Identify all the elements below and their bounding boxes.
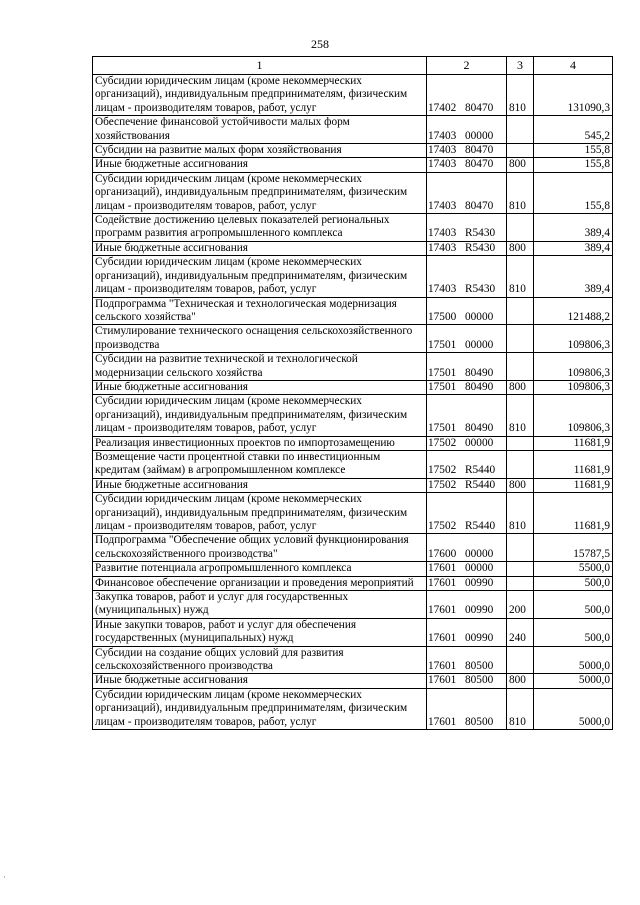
row-name: Подпрограмма "Обеспечение общих условий функционирования сельскохозяйственного производства" [93,534,427,562]
row-target-code [427,256,507,297]
code-program: 17403 [428,283,457,296]
row-name: Обеспечение финансовой устойчивости малых форм хозяйствования [93,116,427,144]
code-program: 17403 [428,158,457,171]
table-row [93,493,613,534]
row-expense-type [507,353,534,381]
row-amount: 5500,0 [534,562,613,576]
row-target-code [427,214,507,242]
row-target-code [427,688,507,729]
code-program: 17601 [428,660,457,673]
table-row [93,144,613,158]
code-direction: R5430 [465,241,496,254]
row-expense-type [507,576,534,590]
code-program: 17403 [428,227,457,240]
row-amount: 155,8 [534,158,613,172]
header-row [93,57,613,75]
row-expense-type: 810 [507,256,534,297]
table-row [93,325,613,353]
code-direction: 00990 [465,604,494,617]
row-target-code [427,395,507,436]
table-row [93,576,613,590]
code-program: 17501 [428,338,457,351]
row-expense-type: 800 [507,241,534,255]
row-name: Иные бюджетные ассигнования [93,478,427,492]
row-expense-type [507,325,534,353]
row-name: Содействие достижению целевых показателей региональных программ развития агропромышленного комплекса [93,214,427,242]
code-direction: R5430 [465,283,496,296]
row-amount: 389,4 [534,256,613,297]
row-amount: 500,0 [534,618,613,646]
row-amount: 11681,9 [534,436,613,450]
header-col-4: 4 [534,57,613,75]
row-amount: 109806,3 [534,380,613,394]
code-program: 17600 [428,547,457,560]
row-target-code [427,493,507,534]
table-row [93,75,613,116]
code-program: 17403 [428,241,457,254]
row-amount: 121488,2 [534,297,613,325]
row-target-code [427,450,507,478]
code-program: 17601 [428,674,457,687]
row-name: Иные закупки товаров, работ и услуг для обеспечения государственных (муниципальных) нужд [93,618,427,646]
code-program: 17403 [428,129,457,142]
code-direction: 80470 [465,144,494,157]
row-amount: 5000,0 [534,688,613,729]
table-row [93,674,613,688]
table-row [93,436,613,450]
row-target-code [427,172,507,213]
row-name: Финансовое обеспечение организации и проведения мероприятий [93,576,427,590]
table-row [93,116,613,144]
code-direction: 80500 [465,715,494,728]
row-expense-type [507,144,534,158]
code-direction: 80500 [465,674,494,687]
row-expense-type [507,646,534,674]
row-expense-type: 240 [507,618,534,646]
row-target-code [427,591,507,619]
row-target-code [427,380,507,394]
row-target-code [427,241,507,255]
code-program: 17502 [428,464,457,477]
header-col-2: 2 [427,57,507,75]
row-target-code [427,353,507,381]
row-name: Закупка товаров, работ и услуг для государственных (муниципальных) нужд [93,591,427,619]
row-amount: 389,4 [534,241,613,255]
code-direction: 00000 [465,547,494,560]
table-row [93,591,613,619]
code-program: 17601 [428,562,457,575]
code-direction: 80470 [465,199,494,212]
row-name: Возмещение части процентной ставки по инвестиционным кредитам (займам) в агропромышленном комплексе [93,450,427,478]
row-amount: 389,4 [534,214,613,242]
row-name: Иные бюджетные ассигнования [93,158,427,172]
row-name: Субсидии юридическим лицам (кроме некоммерческих организаций), индивидуальным предпринимателям, физическим лицам - производителям товаров, работ, услуг [93,493,427,534]
row-amount: 109806,3 [534,325,613,353]
row-amount: 545,2 [534,116,613,144]
row-expense-type: 800 [507,158,534,172]
row-target-code [427,75,507,116]
code-program: 17402 [428,101,457,114]
code-program: 17501 [428,366,457,379]
row-amount: 11681,9 [534,478,613,492]
row-amount: 5000,0 [534,674,613,688]
row-target-code [427,646,507,674]
code-program: 17601 [428,576,457,589]
row-expense-type [507,562,534,576]
code-direction: 80490 [465,422,494,435]
budget-table-container [92,56,613,730]
budget-table [92,56,613,730]
code-direction: 00990 [465,576,494,589]
row-expense-type [507,214,534,242]
code-direction: 00000 [465,436,494,449]
row-expense-type [507,450,534,478]
code-program: 17500 [428,310,457,323]
row-target-code [427,158,507,172]
code-program: 17601 [428,632,457,645]
row-amount: 5000,0 [534,646,613,674]
row-target-code [427,478,507,492]
row-target-code [427,297,507,325]
row-expense-type: 810 [507,493,534,534]
row-name: Иные бюджетные ассигнования [93,674,427,688]
row-name: Развитие потенциала агропромышленного комплекса [93,562,427,576]
table-row [93,646,613,674]
row-expense-type [507,436,534,450]
row-target-code [427,674,507,688]
row-name: Субсидии на развитие технической и технологической модернизации сельского хозяйства [93,353,427,381]
code-direction: 00000 [465,562,494,575]
row-amount: 500,0 [534,576,613,590]
code-program: 17601 [428,604,457,617]
row-amount: 131090,3 [534,75,613,116]
code-program: 17403 [428,199,457,212]
row-target-code [427,534,507,562]
code-direction: R5440 [465,520,496,532]
row-expense-type: 800 [507,674,534,688]
table-row [93,395,613,436]
code-direction: R5430 [465,227,496,240]
code-program: 17502 [428,520,457,532]
row-name: Стимулирование технического оснащения сельскохозяйственного производства [93,325,427,353]
code-direction: 80470 [465,101,494,114]
row-name: Субсидии юридическим лицам (кроме некоммерческих организаций), индивидуальным предпринимателям, физическим лицам - производителям товаров, работ, услуг [93,688,427,729]
code-direction: 80470 [465,158,494,171]
table-row [93,158,613,172]
row-amount: 500,0 [534,591,613,619]
code-direction: 00000 [465,129,494,142]
row-target-code [427,618,507,646]
row-amount: 11681,9 [534,493,613,534]
row-expense-type [507,534,534,562]
code-program: 17501 [428,380,457,393]
code-direction: 00990 [465,632,494,645]
row-name: Субсидии юридическим лицам (кроме некоммерческих организаций), индивидуальным предпринимателям, физическим лицам - производителям товаров, работ, услуг [93,75,427,116]
table-row [93,534,613,562]
table-row [93,688,613,729]
row-expense-type: 200 [507,591,534,619]
row-target-code [427,436,507,450]
row-target-code [427,576,507,590]
row-expense-type: 800 [507,380,534,394]
row-amount: 11681,9 [534,450,613,478]
row-name: Субсидии на создание общих условий для развития сельскохозяйственного производства [93,646,427,674]
table-row [93,562,613,576]
table-row [93,380,613,394]
code-program: 17501 [428,422,457,435]
table-body [93,75,613,730]
code-direction: 80500 [465,660,494,673]
row-expense-type: 810 [507,395,534,436]
row-name: Субсидии юридическим лицам (кроме некоммерческих организаций), индивидуальным предпринимателям, физическим лицам - производителям товаров, работ, услуг [93,256,427,297]
code-direction: 80490 [465,380,494,393]
row-target-code [427,562,507,576]
table-row [93,297,613,325]
row-name: Субсидии юридическим лицам (кроме некоммерческих организаций), индивидуальным предпринимателям, физическим лицам - производителям товаров, работ, услуг [93,395,427,436]
table-row [93,241,613,255]
row-amount: 155,8 [534,144,613,158]
table-row [93,172,613,213]
row-name: Субсидии юридическим лицам (кроме некоммерческих организаций), индивидуальным предпринимателям, физическим лицам - производителям товаров, работ, услуг [93,172,427,213]
row-name: Реализация инвестиционных проектов по импортозамещению [93,436,427,450]
code-program: 17502 [428,436,457,449]
row-target-code [427,325,507,353]
margin-mark: · [3,872,6,882]
row-name: Иные бюджетные ассигнования [93,380,427,394]
row-expense-type: 810 [507,172,534,213]
row-expense-type: 810 [507,75,534,116]
header-col-3: 3 [507,57,534,75]
code-direction: 00000 [465,338,494,351]
code-program: 17601 [428,715,457,728]
row-target-code [427,116,507,144]
table-row [93,450,613,478]
code-program: 17502 [428,478,457,491]
table-row [93,256,613,297]
row-amount: 109806,3 [534,353,613,381]
row-name: Подпрограмма "Техническая и технологическая модернизация сельского хозяйства" [93,297,427,325]
code-direction: 80490 [465,366,494,379]
row-target-code [427,144,507,158]
row-expense-type [507,116,534,144]
row-amount: 109806,3 [534,395,613,436]
code-direction: R5440 [465,478,496,491]
code-direction: 00000 [465,310,494,323]
row-expense-type: 800 [507,478,534,492]
table-row [93,618,613,646]
table-row [93,214,613,242]
row-amount: 15787,5 [534,534,613,562]
row-name: Иные бюджетные ассигнования [93,241,427,255]
row-amount: 155,8 [534,172,613,213]
header-col-1: 1 [93,57,427,75]
row-expense-type [507,297,534,325]
table-row [93,353,613,381]
row-expense-type: 810 [507,688,534,729]
code-direction: R5440 [465,464,496,477]
table-row [93,478,613,492]
row-name: Субсидии на развитие малых форм хозяйствования [93,144,427,158]
page-number: 258 [311,37,329,51]
code-program: 17403 [428,144,457,157]
